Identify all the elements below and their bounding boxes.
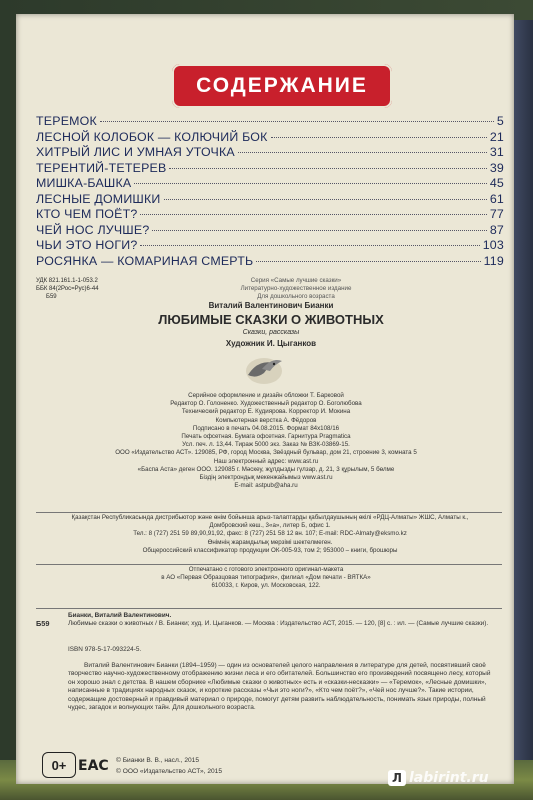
kazakhstan-distributor [40, 514, 500, 555]
toc-entry [36, 207, 504, 223]
toc-entry-title: ЛЕСНЫЕ ДОМИШКИ [36, 191, 161, 206]
table-of-contents [36, 114, 504, 269]
distributor-line: Домбровский көш., 3«а», литер Б, офис 1. [209, 522, 331, 530]
toc-leader-dots [100, 121, 494, 122]
book-annotation: Виталий Валентинович Бианки (1894–1959) — один из основателей целого направления в литературе для детей, посвятивший своё творчество научно-художественному отображению жизни леса и его обитателей. Большинство его произведений посвящено лесу, который он хорошо знал с детства. В нашем сборнике «Любимые сказки о животных» есть и «сказки-несказки» — «Теремок», «Лесные домишки», написанные в традициях народных сказок, и короткие рассказы «Чьи это ноги?», «Кто чем поёт?», «Чей нос лучше?». Такие истории, содержащие достоверный и правдивый материал о природе, помогут детям развить наблюдательность, понимать язык природы, полный чудес, загадок и волнующих тайн. Для дошкольного возраста. [68, 662, 491, 712]
credit-line: «Баспа Аста» деген ООО. 129085 г. Мәскеу, жұлдызды гүлзар, д. 21, 3 құрылым, 5 бөлме [137, 465, 395, 473]
toc-leader-dots [140, 214, 486, 215]
book-genre: Сказки, рассказы [242, 329, 300, 336]
toc-entry [36, 130, 504, 146]
eac-certification-mark: ЕАС [78, 758, 109, 774]
toc-entry [36, 161, 504, 177]
contents-title-badge [172, 64, 392, 108]
toc-entry [36, 176, 504, 192]
toc-entry-page: 61 [489, 191, 504, 206]
toc-entry-title: ЧЕЙ НОС ЛУЧШЕ? [36, 222, 150, 237]
toc-entry-title: МИШКА-БАШКА [36, 176, 132, 190]
contents-title: СОДЕРЖАНИЕ [196, 74, 368, 97]
toc-entry-title: ТЕРЕНТИЙ-ТЕТЕРЕВ [36, 160, 167, 175]
toc-entry-page: 87 [489, 222, 504, 237]
credit-line: Наш электронный адрес: www.ast.ru [213, 457, 319, 465]
catalog-author: Бианки, Виталий Валентинович. [68, 612, 172, 619]
distributor-line: Общероссийский классификатор продукции ОК-005-93, том 2; 953000 – книги, брошюры [142, 546, 398, 554]
labirint-logo-icon: Л [388, 770, 406, 786]
author-name: Виталий Валентинович Бианки [208, 301, 334, 310]
copyright-line: © ООО «Издательство АСТ», 2015 [116, 768, 223, 775]
credit-line: Подписано в печать 04.08.2015. Формат 84х108/16 [192, 424, 340, 432]
distributor-line: Тел.: 8 (727) 251 59 89,90,91,92, факс: 8 (727) 251 58 12 вн. 107; E-mail: RDC-Almaty@eksmo.kz [133, 530, 407, 538]
printing-line: 610033, г. Киров, ул. Московская, 122. [211, 582, 321, 590]
toc-entry-page: 31 [489, 145, 504, 159]
printing-line: в АО «Первая Образцовая типография», филиал «Дом печати - ВЯТКА» [161, 574, 371, 582]
toc-entry-title: ЛЕСНОЙ КОЛОБОК — КОЛЮЧИЙ БОК [36, 129, 268, 144]
site-watermark [388, 770, 489, 786]
printing-line: Отпечатано с готового электронного оригинал-макета [188, 566, 344, 573]
toc-entry-page: 21 [489, 129, 504, 144]
toc-leader-dots [164, 199, 487, 200]
book-title: ЛЮБИМЫЕ СКАЗКИ О ЖИВОТНЫХ [158, 312, 384, 327]
credit-line: Редактор О. Голоненко. Художественный редактор О. Боголюбова [170, 400, 362, 408]
toc-entry-title: ЧЬИ ЭТО НОГИ? [36, 238, 138, 252]
catalog-description: Любимые сказки о животных / В. Бианки; худ. И. Цыганков. — Москва : Издательство АСТ, 2015. — 120, [8] с. : ил. — (Самые лучшие сказки). [68, 620, 489, 627]
credit-line: Печать офсетная. Бумага офсетная. Гарнитура Pragmatica [181, 433, 351, 441]
credit-line: Серийное оформление и дизайн обложки Т. Барковой [188, 392, 344, 399]
publishing-credits [106, 392, 426, 490]
author-code: Б59 [46, 294, 57, 300]
age-group: Для дошкольного возраста [257, 293, 335, 300]
book-page [16, 14, 514, 784]
credit-line: Біздің электрондық мекенжайымыз www.ast.ru [199, 474, 333, 482]
distributor-line: Өнімнің жарамдылық мерзімі шектелмеген. [207, 538, 333, 546]
toc-entry [36, 145, 504, 161]
copyright-block [116, 755, 222, 777]
library-codes [36, 277, 99, 301]
toc-entry [36, 114, 504, 130]
printing-info [116, 566, 416, 591]
toc-entry-title: КТО ЧЕМ ПОЁТ? [36, 207, 138, 221]
toc-entry-page: 103 [482, 238, 504, 252]
toc-entry [36, 238, 504, 254]
isbn: ISBN 978-5-17-093224-5. [68, 646, 142, 653]
illustrator-name: Художник И. Цыганков [225, 339, 317, 348]
distributor-line: Қазақстан Республикасында дистрибьютор және өнім бойынша арыз-талаптарды қабылдаушының өкілі «РДЦ-Алматы» ЖШС, Алматы к., [71, 514, 469, 521]
credit-line: Усл. печ. л. 13,44. Тираж 5000 экз. Заказ № ВЗК-03869-15. [182, 441, 350, 449]
divider [36, 512, 502, 513]
toc-leader-dots [134, 183, 486, 184]
credit-line: Компьютерная верстка А. Фёдоров [215, 416, 317, 424]
toc-entry-title: ХИТРЫЙ ЛИС И УМНАЯ УТОЧКА [36, 145, 235, 159]
toc-entry-page: 5 [496, 114, 504, 128]
toc-entry-page: 77 [489, 207, 504, 221]
udk-code: УДК 821.161.1-1-053.2 [36, 278, 98, 284]
toc-leader-dots [152, 230, 486, 231]
catalog-code: Б59 [36, 619, 50, 628]
toc-entry-title: ТЕРЕМОК [36, 114, 97, 128]
toc-entry-page: 119 [483, 253, 504, 268]
toc-entry-title: РОСЯНКА — КОМАРИНАЯ СМЕРТЬ [36, 253, 254, 268]
toc-leader-dots [169, 168, 486, 169]
toc-entry-page: 39 [489, 160, 504, 175]
series-info [166, 277, 426, 301]
toc-leader-dots [271, 137, 487, 138]
divider [36, 608, 502, 609]
bbk-code: ББК 84(2Рос=Рус)6-44 [36, 286, 99, 292]
credit-line: Технический редактор Е. Кудиярова. Корректор И. Мокина [181, 408, 351, 416]
credit-line: ООО «Издательство АСТ». 129085, РФ, город Москва, Звёздный бульвар, дом 21, строение 3, комната 5 [115, 449, 417, 457]
age-rating-badge: 0+ [42, 752, 76, 778]
series-name: Серия «Самые лучшие сказки» [250, 277, 342, 284]
toc-entry [36, 254, 504, 270]
toc-entry-page: 45 [489, 176, 504, 190]
edition-type: Литературно-художественное издание [240, 285, 352, 292]
toc-leader-dots [256, 261, 480, 262]
watermark-text: labirint.ru [409, 770, 489, 786]
toc-leader-dots [140, 245, 479, 246]
bird-illustration [240, 349, 288, 389]
divider [36, 564, 502, 565]
copyright-line: © Бианки В. В., насл., 2015 [116, 757, 199, 764]
credit-line: E-mail: astpub@aha.ru [234, 482, 298, 490]
toc-entry [36, 192, 504, 208]
toc-entry [36, 223, 504, 239]
toc-leader-dots [238, 152, 487, 153]
